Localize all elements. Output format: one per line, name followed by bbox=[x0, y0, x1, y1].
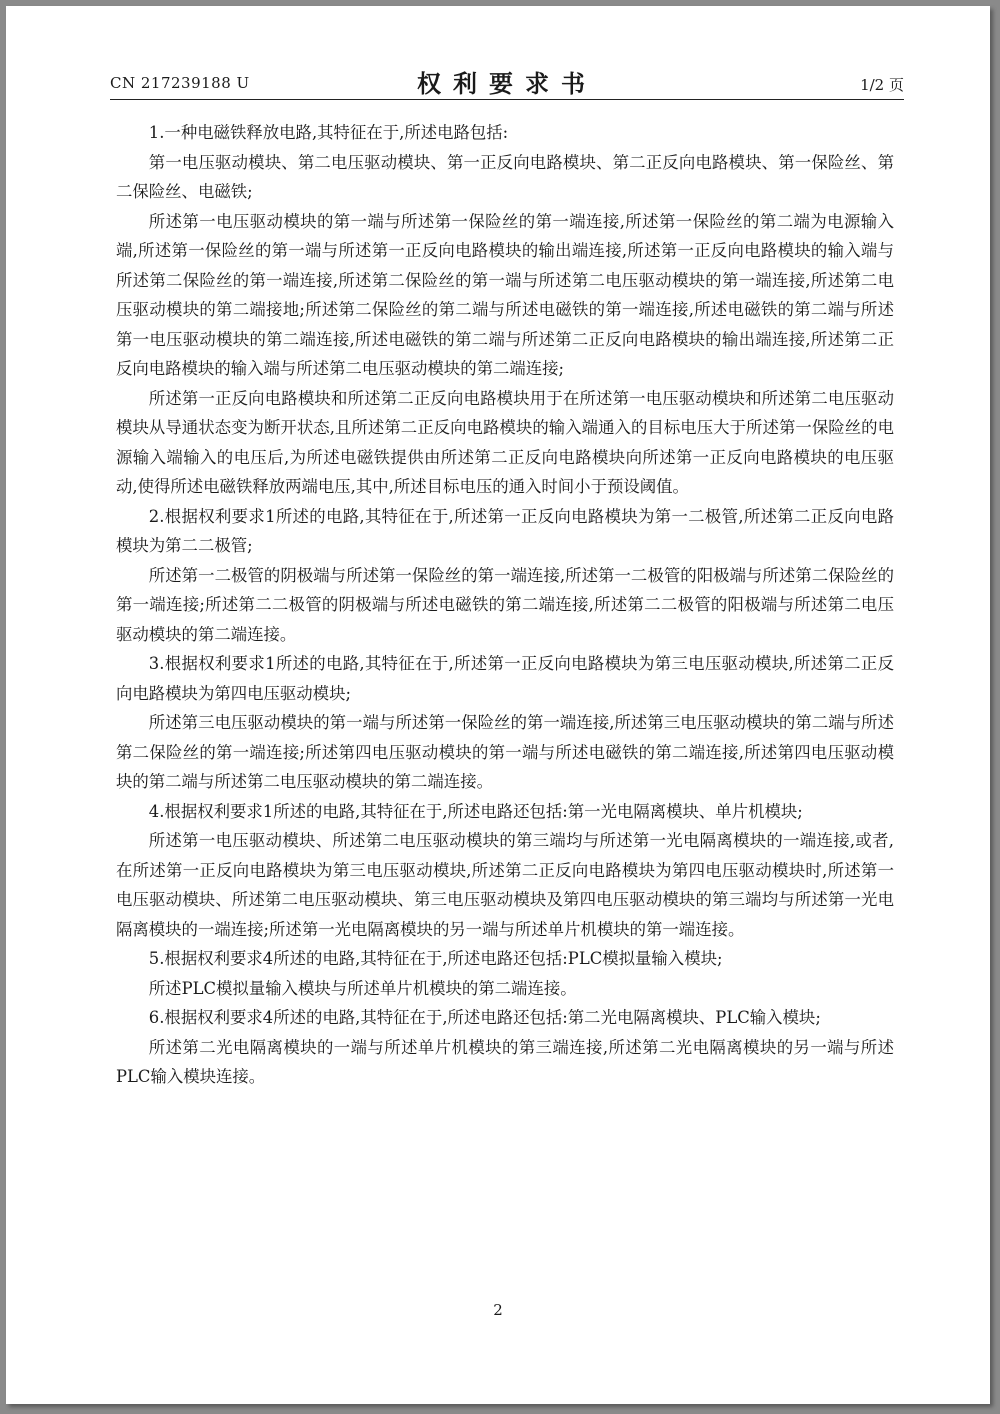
claim-paragraph: 所述第一正反向电路模块和所述第二正反向电路模块用于在所述第一电压驱动模块和所述第二电压驱动模块从导通状态变为断开状态,且所述第二正反向电路模块的输入端通入的目标电压大于所述第一保险丝的电源输入端输入的电压后,为所述电磁铁提供由所述第二正反向电路模块向所述第一正反向电路模块的电压驱动,使得所述电磁铁释放两端电压,其中,所述目标电压的通入时间小于预设阈值。 bbox=[116, 388, 894, 496]
claim-5-heading: 5.根据权利要求4所述的电路,其特征在于,所述电路还包括:PLC模拟量输入模块; bbox=[148, 949, 723, 968]
document-page bbox=[6, 6, 990, 1404]
claim-paragraph: 所述第二光电隔离模块的一端与所述单片机模块的第三端连接,所述第二光电隔离模块的另一端与所述PLC输入模块连接。 bbox=[116, 1037, 894, 1086]
claim-paragraph: 第一电压驱动模块、第二电压驱动模块、第一正反向电路模块、第二正反向电路模块、第一保险丝、第二保险丝、电磁铁; bbox=[116, 152, 894, 201]
claim-3-heading: 3.根据权利要求1所述的电路,其特征在于,所述第一正反向电路模块为第三电压驱动模块,所述第二正反向电路模块为第四电压驱动模块; bbox=[116, 654, 894, 703]
header-rule bbox=[110, 99, 904, 100]
claim-6-heading: 6.根据权利要求4所述的电路,其特征在于,所述电路还包括:第二光电隔离模块、PLC输入模块; bbox=[148, 1008, 821, 1027]
document-number: CN 217239188 U bbox=[110, 74, 250, 92]
claim-1-heading: 1.一种电磁铁释放电路,其特征在于,所述电路包括: bbox=[148, 123, 509, 142]
claim-paragraph: 所述第一电压驱动模块、所述第二电压驱动模块的第三端均与所述第一光电隔离模块的一端连接,或者,在所述第一正反向电路模块为第三电压驱动模块,所述第二正反向电路模块为第四电压驱动模块时,所述第一电压驱动模块、所述第二电压驱动模块、第三电压驱动模块及第四电压驱动模块的第三端均与所述第一光电隔离模块的一端连接;所述第一光电隔离模块的另一端与所述单片机模块的第一端连接。 bbox=[116, 831, 894, 939]
claim-paragraph: 所述第一二极管的阴极端与所述第一保险丝的第一端连接,所述第一二极管的阳极端与所述第二保险丝的第一端连接;所述第二二极管的阴极端与所述电磁铁的第二端连接,所述第二二极管的阳极端与所述第二电压驱动模块的第二端连接。 bbox=[116, 565, 894, 644]
claim-2-heading: 2.根据权利要求1所述的电路,其特征在于,所述第一正反向电路模块为第一二极管,所述第二正反向电路模块为第二二极管; bbox=[116, 506, 894, 555]
page-header bbox=[110, 64, 904, 100]
page-indicator: 1/2 页 bbox=[860, 76, 904, 94]
page-number: 2 bbox=[493, 1301, 503, 1319]
claim-4-heading: 4.根据权利要求1所述的电路,其特征在于,所述电路还包括:第一光电隔离模块、单片机模块; bbox=[148, 801, 803, 821]
claims-body bbox=[116, 118, 894, 1092]
claim-paragraph: 所述PLC模拟量输入模块与所述单片机模块的第二端连接。 bbox=[148, 978, 577, 998]
document-title: 权利要求书 bbox=[417, 69, 597, 98]
claim-paragraph: 所述第一电压驱动模块的第一端与所述第一保险丝的第一端连接,所述第一保险丝的第二端为电源输入端,所述第一保险丝的第一端与所述第一正反向电路模块的输出端连接,所述第一正反向电路模块的输入端与所述第二保险丝的第一端连接,所述第二保险丝的第一端与所述第二电压驱动模块的第一端连接,所述第二电压驱动模块的第二端接地;所述第二保险丝的第二端与所述电磁铁的第一端连接,所述电磁铁的第二端与所述第一电压驱动模块的第二端连接,所述电磁铁的第二端与所述第二正反向电路模块的输出端连接,所述第二正反向电路模块的输入端与所述第二电压驱动模块的第二端连接; bbox=[116, 211, 894, 378]
claim-paragraph: 所述第三电压驱动模块的第一端与所述第一保险丝的第一端连接,所述第三电压驱动模块的第二端与所述第二保险丝的第一端连接;所述第四电压驱动模块的第一端与所述电磁铁的第二端连接,所述第四电压驱动模块的第二端与所述第二电压驱动模块的第二端连接。 bbox=[116, 713, 894, 791]
